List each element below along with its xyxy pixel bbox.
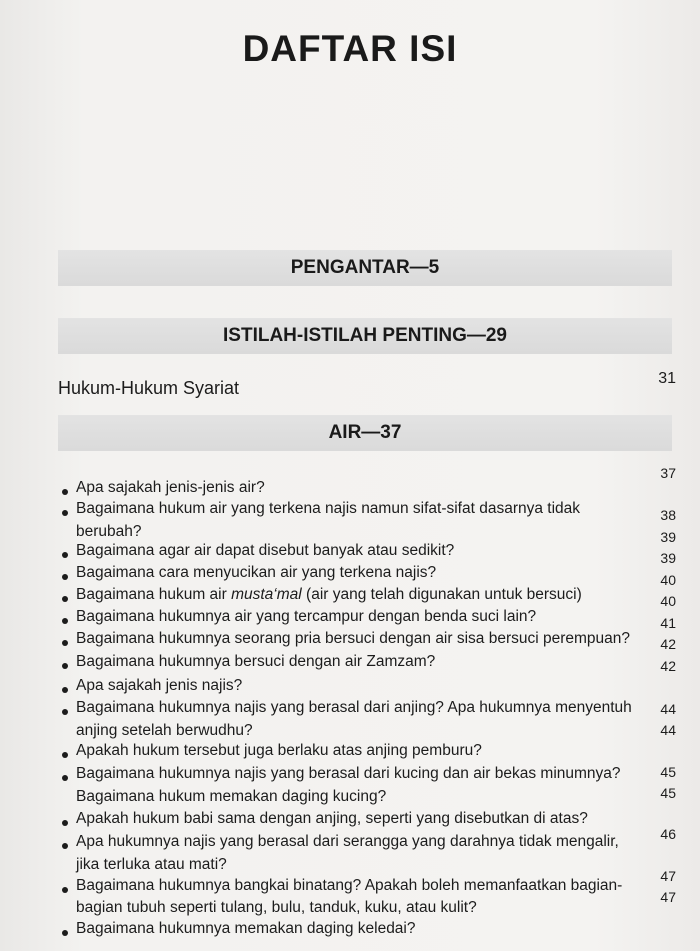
toc-entry-text: Bagaimana hukumnya seorang pria bersuci dengan air sisa bersuci perempuan? (76, 630, 631, 647)
toc-entry-text: Apa sajakah jenis-jenis air? (76, 479, 265, 496)
toc-entry-page: 44 (660, 701, 676, 717)
toc-entry-text-cont: jika terluka atau mati? (76, 856, 227, 873)
toc-entry-text: Bagaimana hukumnya najis yang berasal dari kucing dan air bekas minumnya? (76, 765, 621, 782)
toc-entry-page: 39 (660, 550, 676, 566)
bullet-icon (62, 618, 68, 624)
bullet-icon (62, 489, 68, 495)
toc-entry-page: 39 (660, 529, 676, 545)
bullet-icon (62, 596, 68, 602)
toc-entry-term: musta‘mal (231, 586, 302, 603)
toc-entry-text-cont: berubah? (76, 523, 142, 540)
toc-entry-page: 46 (660, 826, 676, 842)
toc-entry-text: Bagaimana hukumnya bersuci dengan air Zamzam? (76, 653, 436, 670)
toc-entry-text: Bagaimana hukumnya bangkai binatang? Apakah boleh memanfaatkan bagian- (76, 877, 623, 894)
section-istilah: ISTILAH-ISTILAH PENTING—29 (58, 318, 672, 354)
bullet-icon (62, 640, 68, 646)
bullet-icon (62, 843, 68, 849)
toc-entry-page: 47 (660, 868, 676, 884)
toc-entry-page: 40 (660, 572, 676, 588)
toc-entry-text-post: (air yang telah digunakan untuk bersuci) (301, 586, 582, 603)
toc-entry-text-cont: bagian tubuh seperti tulang, bulu, tanduk, kuku, atau kulit? (76, 899, 477, 916)
hukum-label: Hukum-Hukum Syariat (58, 378, 240, 398)
toc-entry-page: 47 (660, 889, 676, 905)
bullet-icon (62, 775, 68, 781)
toc-entry-page: 45 (660, 764, 676, 780)
section-air: AIR—37 (58, 415, 672, 451)
toc-entry-text (76, 586, 582, 604)
section-pengantar: PENGANTAR—5 (58, 250, 672, 286)
toc-entry-page: 37 (660, 465, 676, 481)
toc-entry-page: 42 (660, 636, 676, 652)
toc-entry-page: 42 (660, 658, 676, 674)
toc-entry-text-pre: Bagaimana hukum air (76, 586, 232, 603)
toc-entry-page: 38 (660, 507, 676, 523)
bullet-icon (62, 574, 68, 580)
bullet-icon (62, 820, 68, 826)
bullet-icon (62, 663, 68, 669)
bullet-icon (62, 510, 68, 516)
bullet-icon (62, 752, 68, 758)
bullet-icon (62, 552, 68, 558)
bullet-icon (62, 930, 68, 936)
page-title: DAFTAR ISI (242, 28, 458, 69)
bullet-icon (62, 709, 68, 715)
toc-entry-text: Bagaimana hukum air yang terkena najis namun sifat-sifat dasarnya tidak (76, 500, 581, 517)
toc-entry-text: Apa sajakah jenis najis? (76, 677, 243, 694)
toc-entry-page: 44 (660, 722, 676, 738)
toc-entry-text: Bagaimana hukumnya memakan daging keledai? (76, 920, 416, 937)
bullet-icon (62, 887, 68, 893)
toc-entry-text: Apakah hukum tersebut juga berlaku atas anjing pemburu? (76, 742, 482, 759)
toc-entry-page: 45 (660, 785, 676, 801)
toc-entry-text: Bagaimana hukum memakan daging kucing? (76, 788, 387, 805)
hukum-page: 31 (658, 370, 676, 387)
toc-entry-text-cont: anjing setelah berwudhu? (76, 722, 253, 739)
bullet-icon (62, 687, 68, 693)
toc-entry-text: Bagaimana hukumnya najis yang berasal dari anjing? Apa hukumnya menyentuh (76, 699, 632, 716)
toc-entry-text: Bagaimana agar air dapat disebut banyak atau sedikit? (76, 542, 455, 559)
toc-entry-text: Bagaimana hukumnya air yang tercampur dengan benda suci lain? (76, 608, 537, 625)
toc-entry-page: 41 (660, 615, 676, 631)
toc-entry-page: 40 (660, 593, 676, 609)
toc-entry-text: Apa hukumnya najis yang berasal dari serangga yang darahnya tidak mengalir, (76, 833, 619, 850)
toc-entry-text: Apakah hukum babi sama dengan anjing, seperti yang disebutkan di atas? (76, 810, 588, 827)
toc-entry-text: Bagaimana cara menyucikan air yang terkena najis? (76, 564, 437, 581)
